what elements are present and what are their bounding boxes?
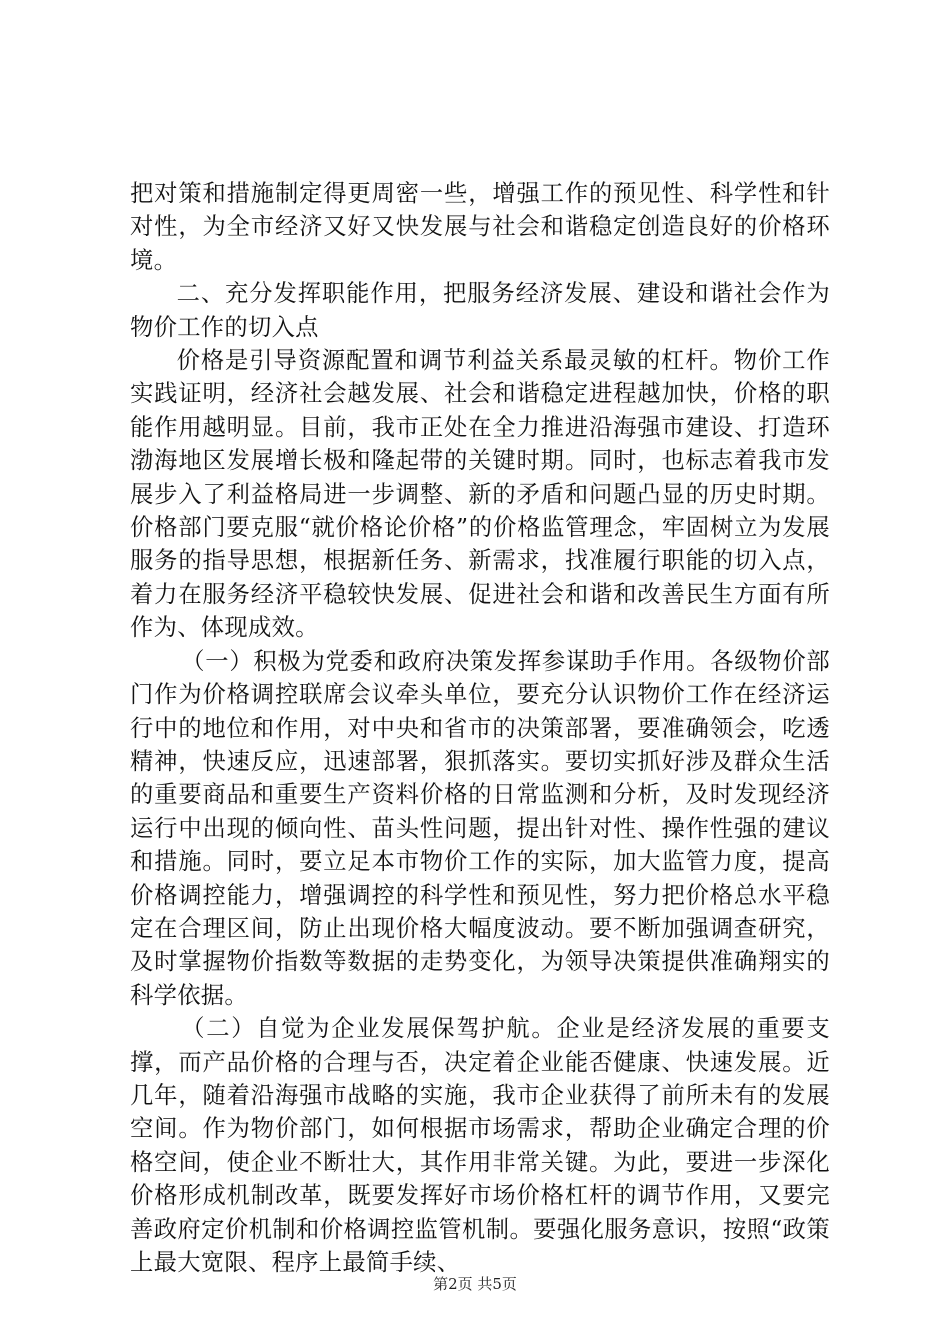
paragraph-price-lever: 价格是引导资源配置和调节利益关系最灵敏的杠杆。物价工作实践证明，经济社会越发展、社会和谐稳定进程越加快，价格的职能作用越明显。目前，我市正处在全力推进沿海强市建设、打造环渤海地区发展增长极和隆起带的关键时期。同时，也标志着我市发展步入了利益格局进一步调整、新的矛盾和问题凸显的历史时期。价格部门要克服“就价格论价格”的价格监管理念，牢固树立为发展服务的指导思想，根据新任务、新需求，找准履行职能的切入点，着力在服务经济平稳较快发展、促进社会和谐和改善民生方面有所作为、体现成效。 [130,347,830,642]
paragraph-subsection-two: （二）自觉为企业发展保驾护航。企业是经济发展的重要支撑，而产品价格的合理与否，决定着企业能否健康、快速发展。近几年，随着沿海强市战略的实施，我市企业获得了前所未有的发展空间。作为物价部门，如何根据市场需求，帮助企业确定合理的价格空间，使企业不断壮大，其作用非常关键。为此，要进一步深化价格形成机制改革，既要发挥好市场价格杠杆的调节作用，又要完善政府定价机制和价格调控监管机制。要强化服务意识，按照“政策上最大宽限、程序上最简手续、 [130,1015,830,1276]
paragraph-continuation: 把对策和措施制定得更周密一些，增强工作的预见性、科学性和针对性，为全市经济又好又快发展与社会和谐稳定创造良好的价格环境。 [130,180,830,274]
page-number-footer: 第2页 共5页 [433,1275,517,1293]
paragraph-subsection-one: （一）积极为党委和政府决策发挥参谋助手作用。各级物价部门作为价格调控联席会议牵头单位，要充分认识物价工作在经济运行中的地位和作用，对中央和省市的决策部署，要准确领会，吃透精神，快速反应，迅速部署，狠抓落实。要切实抓好涉及群众生活的重要商品和重要生产资料价格的日常监测和分析，及时发现经济运行中出现的倾向性、苗头性问题，提出针对性、操作性强的建议和措施。同时，要立足本市物价工作的实际，加大监管力度，提高价格调控能力，增强调控的科学性和预见性，努力把价格总水平稳定在合理区间，防止出现价格大幅度波动。要不断加强调查研究，及时掌握物价指数等数据的走势变化，为领导决策提供准确翔实的科学依据。 [130,647,830,1009]
document-body [130,177,830,1279]
section-heading-two: 二、充分发挥职能作用，把服务经济发展、建设和谐社会作为物价工作的切入点 [130,280,830,341]
